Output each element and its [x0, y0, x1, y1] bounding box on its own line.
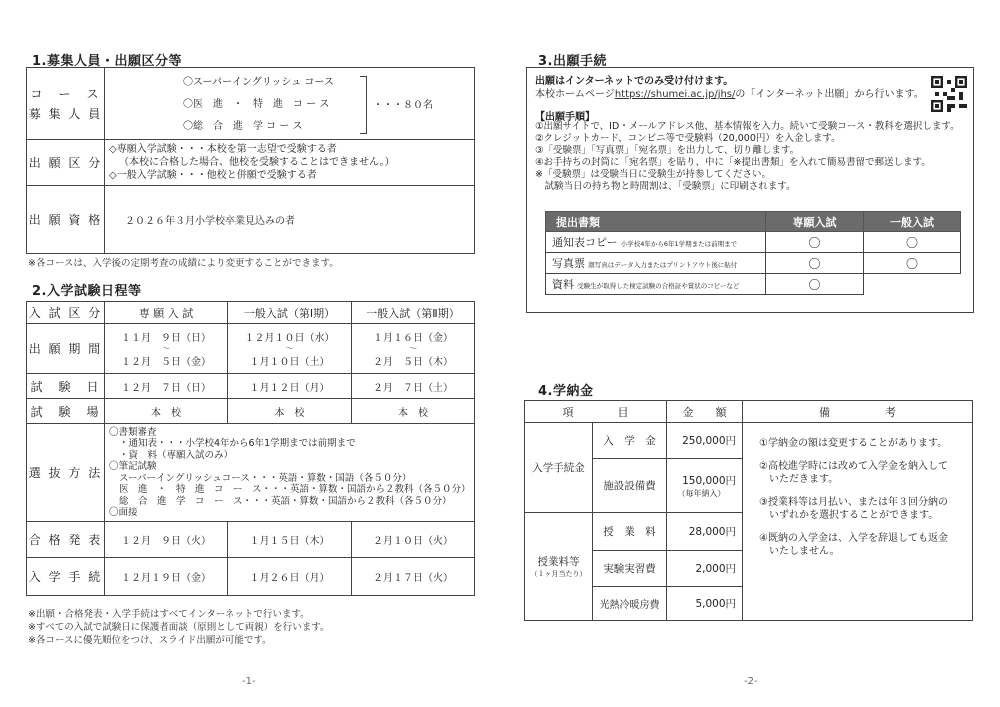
remark-line: ①学納金の額は変更することがあります。: [759, 438, 948, 449]
schedule-header: 専 願 入 試: [105, 302, 228, 324]
selection-line: 医 進 ・ 特 進 コ ー ス・・・英語・算数・国語から２教科（各５０分）: [119, 484, 471, 495]
section-3-title: 3.出願手続: [538, 54, 607, 69]
period-label: 出 願 期 間: [27, 324, 105, 374]
fee-group-tuition-sub: （１ヶ月当たり）: [530, 570, 587, 578]
document-name: 写真票: [552, 257, 585, 270]
remark-line: いずれかを選択することができます。: [759, 510, 939, 521]
document-desc: 受験生が取得した検定試験の合格証や賞状のコピーなど: [577, 282, 740, 290]
document-desc: 顔写真はデータ入力またはプリントアウト後に貼付: [588, 261, 738, 269]
document-mark: 〇: [766, 274, 864, 295]
fee-item-amount: 28,000円: [667, 513, 743, 551]
fees-header: 金 額: [667, 401, 743, 423]
course-note: ※各コースは、入学後の定期考査の成績により変更することができます。: [28, 258, 339, 269]
course-count: ・・・８０名: [373, 100, 433, 111]
documents-header: 一般入試: [864, 212, 961, 232]
period-end: １月１０日（土）: [249, 357, 330, 368]
steps-list: [535, 121, 960, 193]
fee-group-tuition: 授業料等: [537, 556, 580, 568]
fees-table: [524, 400, 973, 621]
application-box: [526, 67, 974, 313]
period-start: １月１６日（金）: [373, 333, 453, 344]
fee-item-sub: （毎年納入）: [677, 488, 726, 498]
place-label: 試 験 場: [27, 399, 105, 424]
apply-label: 出 願 区 分: [27, 140, 105, 186]
selection-line: ・通知表・・・小学校4年から6年1学期までは前期まで: [119, 438, 356, 449]
homepage-line: [535, 85, 924, 100]
procedure-date: ２月１７日（火）: [352, 558, 475, 596]
documents-table: [545, 211, 961, 295]
fee-item-name: 実験実習費: [593, 551, 667, 587]
document-mark: 〇: [864, 253, 961, 274]
period-end: １２月 ５日（金）: [121, 357, 211, 368]
homepage-suffix: の「インターネット出願」から行います。: [735, 89, 924, 100]
step-item: ②クレジットカード、コンビニ等で受験料（20,000円）を入金します。: [535, 133, 841, 144]
exam-label: 試 験 日: [27, 374, 105, 399]
schedule-header: 入 試 区 分: [27, 302, 105, 324]
fee-item-name: 授 業 料: [593, 513, 667, 551]
pass-date: ２月１０日（火）: [352, 522, 475, 558]
pass-date: １月１５日（木）: [228, 522, 352, 558]
procedure-date: １２月１９日（金）: [105, 558, 228, 596]
fee-item-name: 施設設備費: [593, 459, 667, 513]
step-item: ※「受験票」は受験当日に受験生が持参してください。: [535, 169, 771, 180]
schedule-table: [26, 301, 475, 596]
exam-place: 本 校: [228, 399, 352, 424]
selection-line: 〇筆記試験: [109, 461, 157, 472]
document-name: 資料: [552, 278, 574, 291]
course-label: コ ー ス 募 集 人 員: [27, 68, 105, 140]
fees-header: 項 目: [525, 401, 667, 423]
qr-code-icon[interactable]: [931, 76, 967, 112]
homepage-link[interactable]: https://shumei.ac.jp/jhs/: [614, 89, 736, 100]
remark-line: いたしません。: [759, 546, 840, 557]
step-item: 試験当日の持ち物と時間割は、「受験票」に印刷されます。: [535, 181, 796, 192]
pass-date: １２月 ９日（火）: [105, 522, 228, 558]
schedule-note: ※すべての入試で試験日に保護者面談（原則として両親）を行います。: [28, 622, 330, 633]
section-4-title: 4.学納金: [538, 384, 594, 399]
period-tilde: 〜: [409, 344, 417, 353]
selection-line: スーパーイングリッシュコース・・・英語・算数・国語（各５０分）: [119, 472, 412, 484]
period-tilde: 〜: [285, 344, 294, 353]
qualification-value: ２０２６年３月小学校卒業見込みの者: [105, 186, 475, 254]
document-name: 通知表コピー: [552, 236, 618, 249]
apply-line: ◇専願入学試験・・・本校を第一志望で受験する者: [109, 144, 337, 155]
course-bracket: [360, 76, 367, 134]
fee-remarks: [743, 423, 973, 621]
document-desc: 小学校4年から6年1学期または前期まで: [620, 240, 738, 248]
apply-line: ◇一般入学試験・・・他校と併願で受験する者: [109, 170, 317, 181]
pass-label: 合 格 発 表: [27, 522, 105, 558]
apply-line: （本校に合格した場合、他校を受験することはできません。）: [119, 157, 395, 168]
steps-title: 【出願手順】: [535, 112, 595, 123]
recruitment-table: [26, 67, 475, 254]
document-mark: 〇: [766, 253, 864, 274]
selection-line: 総 合 進 学 コ ー ス・・・英語・算数・国語から２教科（各５０分）: [119, 495, 452, 507]
course-item: 〇スーパーイングリッシュ コース: [183, 77, 334, 88]
course-item: 〇医 進 ・ 特 進 コ ー ス: [183, 99, 330, 110]
documents-header: 提出書類: [546, 212, 766, 232]
fee-item-name: 光熱冷暖房費: [593, 587, 667, 621]
fee-item-name: 入 学 金: [593, 423, 667, 459]
exam-place: 本 校: [105, 399, 228, 424]
page-2: [500, 0, 1000, 707]
fee-group-entrance: 入学手続金: [525, 423, 593, 513]
schedule-note: ※各コースに優先順位をつけ、スライド出願が可能です。: [28, 635, 272, 646]
homepage-prefix: 本校ホームページ: [535, 89, 615, 100]
selection-line: ・資 料（専願入試のみ）: [119, 449, 234, 461]
step-item: ③「受験票」「写真票」「宛名票」を出力して、切り離します。: [535, 145, 800, 156]
document-mark: [864, 274, 961, 295]
remark-line: ②高校進学時には改めて入学金を納入して: [759, 461, 948, 472]
period-tilde: 〜: [162, 344, 170, 353]
qualification-label: 出 願 資 格: [27, 186, 105, 254]
period-end: ２月 ５日（木）: [373, 357, 453, 368]
remark-line: ③授業料等は月払い、または年３回分納の: [759, 497, 948, 508]
selection-line: 〇書類審査: [109, 426, 157, 438]
exam-date: １２月 ７日（日）: [105, 374, 228, 399]
fee-item-amount: 5,000円: [667, 587, 743, 621]
period-start: １１月 ９日（日）: [121, 333, 211, 344]
exam-date: ２月 ７日（土）: [352, 374, 475, 399]
course-list: [183, 72, 334, 138]
page-number: -2-: [744, 676, 758, 687]
schedule-notes: [28, 608, 330, 647]
page-number: -1-: [242, 676, 256, 687]
selection-line: 〇面接: [109, 507, 138, 518]
procedure-label: 入 学 手 続: [27, 558, 105, 596]
fees-header: 備 考: [743, 401, 973, 423]
remark-line: ④既納の入学金は、入学を辞退しても返金: [759, 533, 948, 544]
document-mark: 〇: [864, 232, 961, 253]
remark-line: いただきます。: [759, 474, 839, 485]
internet-only-notice: 出願はインターネットでのみ受け付けます。: [535, 76, 734, 87]
fee-item-amount: 150,000円: [682, 474, 736, 487]
procedure-date: １月２６日（月）: [228, 558, 352, 596]
schedule-header: 一般入試（第Ⅰ期）: [228, 302, 352, 324]
document-mark: 〇: [766, 232, 864, 253]
selection-label: 選 抜 方 法: [27, 424, 105, 522]
step-item: ①出願サイトで、ID・メールアドレス他、基本情報を入力。続いて受験コース・教科を選択します。: [535, 121, 960, 132]
section-1-title: 1.募集人員・出願区分等: [32, 54, 182, 69]
fee-item-amount: 250,000円: [667, 423, 743, 459]
exam-date: １月１２日（月）: [228, 374, 352, 399]
course-item: 〇総 合 進 学 コ ー ス: [183, 121, 303, 132]
schedule-header: 一般入試（第Ⅱ期）: [352, 302, 475, 324]
documents-header: 専願入試: [766, 212, 864, 232]
step-item: ④お手持ちの封筒に「宛名票」を貼り、中に「※提出書類」を入れて簡易書留で郵送します。: [535, 157, 931, 168]
fee-item-amount: 2,000円: [667, 551, 743, 587]
period-start: １２月１０日（水）: [244, 333, 335, 344]
exam-place: 本 校: [352, 399, 475, 424]
schedule-note: ※出願・合格発表・入学手続はすべてインターネットで行います。: [28, 609, 310, 620]
section-2-title: 2.入学試験日程等: [32, 284, 142, 299]
